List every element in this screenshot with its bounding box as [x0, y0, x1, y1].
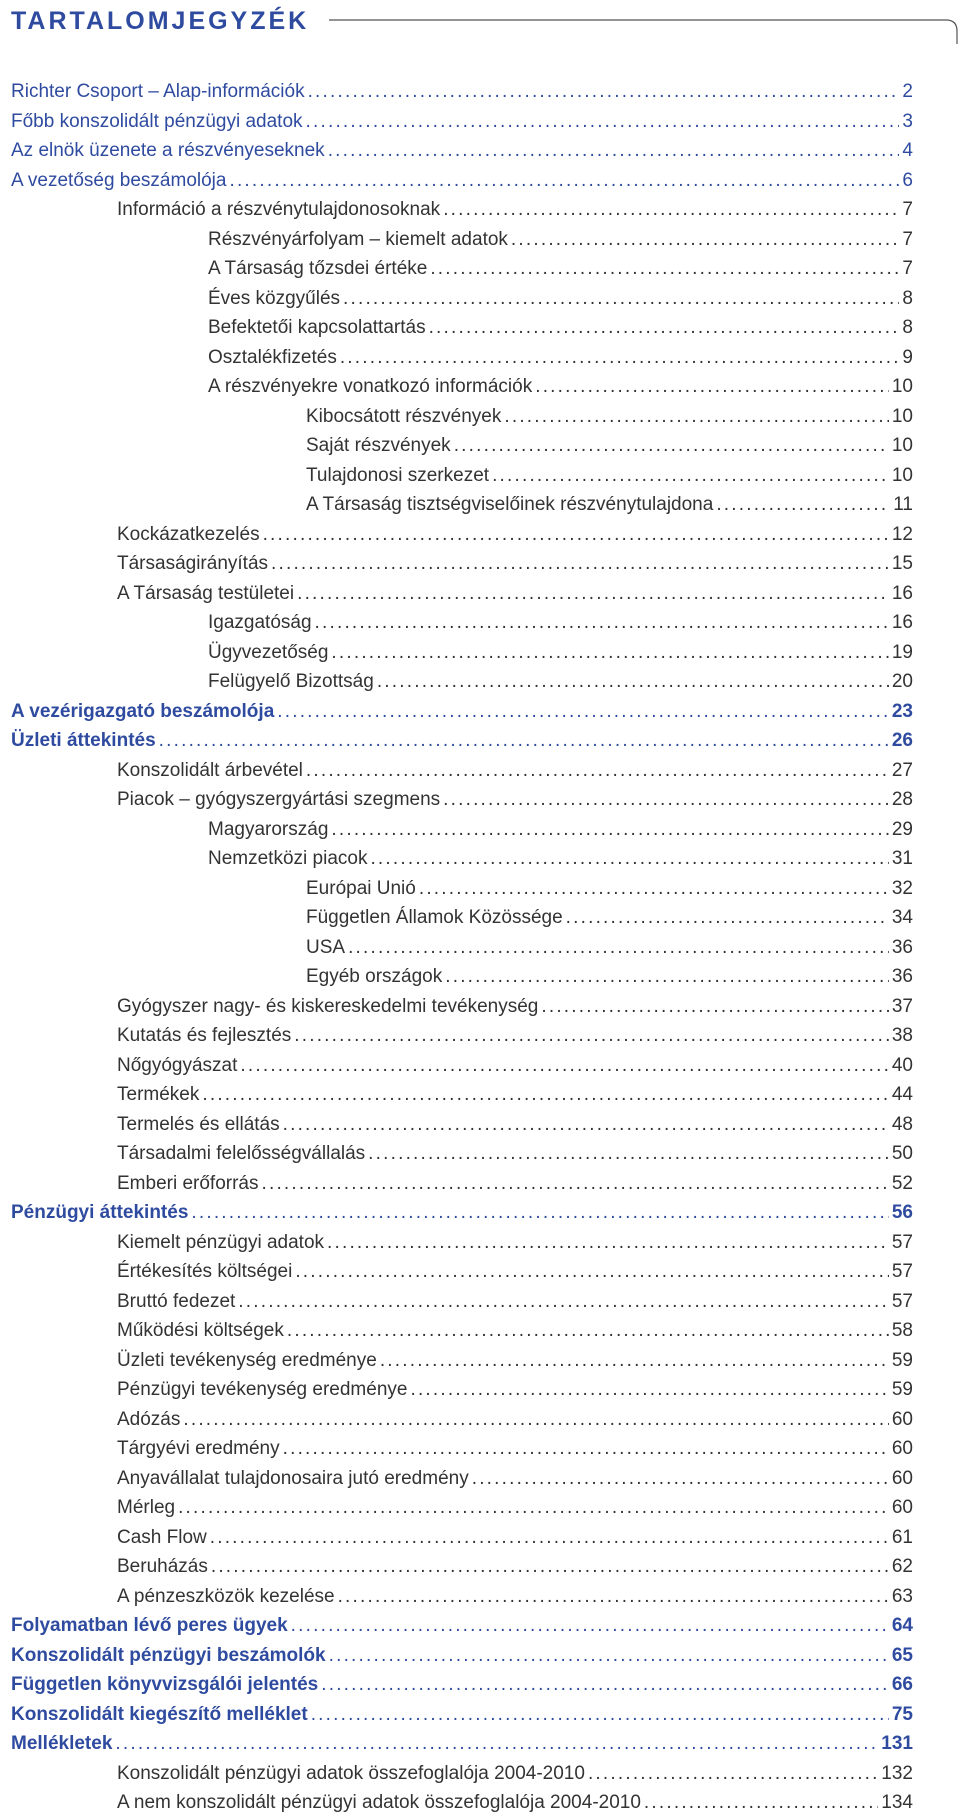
toc-entry-page-number: 34 — [891, 907, 913, 928]
toc-entry[interactable] — [0, 638, 960, 668]
toc-dot-leader — [315, 608, 889, 638]
toc-entry-page-number: 40 — [891, 1054, 913, 1076]
toc-entry[interactable] — [0, 1729, 960, 1759]
toc-entry-page-number: 36 — [891, 966, 913, 987]
toc-entry-page-number: 28 — [891, 789, 913, 810]
toc-dot-leader — [511, 225, 900, 255]
toc-entry-label: Független Államok Közössége — [306, 907, 563, 928]
toc-dot-leader — [429, 313, 900, 343]
toc-entry[interactable] — [0, 1759, 960, 1789]
toc-entry[interactable] — [0, 1670, 960, 1700]
toc-dot-leader — [283, 1110, 889, 1140]
toc-entry-label: Főbb konszolidált pénzügyi adatok — [11, 110, 303, 132]
toc-dot-leader — [306, 107, 900, 137]
toc-entry[interactable] — [0, 992, 960, 1022]
toc-entry-page-number: 8 — [902, 287, 913, 309]
toc-entry-page-number: 44 — [891, 1084, 913, 1105]
toc-dot-leader — [297, 579, 889, 609]
toc-entry[interactable] — [0, 195, 960, 225]
toc-dot-leader — [159, 726, 889, 756]
toc-entry-label: A vezérigazgató beszámolója — [11, 700, 275, 722]
toc-dot-leader — [240, 1051, 888, 1081]
toc-dot-leader — [277, 697, 889, 727]
toc-entry-page-number: 37 — [891, 995, 913, 1017]
toc-entry-label: Üzleti áttekintés — [11, 730, 156, 751]
toc-entry[interactable] — [0, 579, 960, 609]
toc-dot-leader — [445, 962, 889, 992]
toc-dot-leader — [211, 1552, 889, 1582]
toc-dot-leader — [370, 844, 888, 874]
toc-entry[interactable] — [0, 431, 960, 461]
toc-entry-page-number: 48 — [891, 1113, 913, 1135]
toc-entry-page-number: 2 — [902, 81, 913, 102]
toc-entry-label: Osztalékfizetés — [208, 346, 337, 368]
toc-dot-leader — [238, 1287, 889, 1317]
toc-entry[interactable] — [0, 520, 960, 550]
toc-dot-leader — [291, 1611, 889, 1641]
toc-dot-leader — [329, 1641, 889, 1671]
toc-entry-page-number: 60 — [891, 1438, 913, 1459]
toc-entry-page-number: 62 — [891, 1556, 913, 1577]
toc-entry-page-number: 36 — [891, 936, 913, 958]
toc-entry[interactable] — [0, 1316, 960, 1346]
toc-entry[interactable] — [0, 1611, 960, 1641]
toc-entry[interactable] — [0, 77, 960, 107]
toc-dot-leader — [588, 1759, 878, 1789]
toc-entry-page-number: 64 — [891, 1615, 913, 1636]
toc-entry-page-number: 9 — [902, 346, 913, 368]
toc-entry-label: Termelés és ellátás — [117, 1113, 280, 1135]
toc-entry-label: Független könyvvizsgálói jelentés — [11, 1674, 319, 1695]
toc-entry-label: Befektetői kapcsolattartás — [208, 317, 426, 338]
toc-entry-label: Konszolidált pénzügyi adatok összefoglalója 2004-2010 — [117, 1762, 585, 1784]
toc-entry-label: Tárgyévi eredmény — [117, 1438, 280, 1459]
toc-entry-page-number: 60 — [891, 1467, 913, 1489]
toc-dot-leader — [492, 461, 889, 491]
toc-entry-label: Társadalmi felelősségvállalás — [117, 1143, 366, 1164]
toc-entry-label: Kiemelt pénzügyi adatok — [117, 1231, 325, 1253]
toc-entry-label: Emberi erőforrás — [117, 1172, 259, 1194]
toc-entry-label: Kockázatkezelés — [117, 523, 260, 545]
toc-entry-label: Beruházás — [117, 1556, 208, 1577]
toc-dot-leader — [331, 815, 888, 845]
toc-dot-leader — [327, 1228, 889, 1258]
toc-entry-label: Értékesítés költségei — [117, 1261, 293, 1282]
toc-entry-page-number: 50 — [891, 1143, 913, 1164]
toc-entry-page-number: 59 — [891, 1349, 913, 1371]
toc-entry-label: Társaságirányítás — [117, 553, 269, 574]
toc-entry-label: Anyavállalat tulajdonosaira jutó eredmény — [117, 1467, 469, 1489]
toc-entry[interactable] — [0, 785, 960, 815]
toc-dot-leader — [644, 1788, 878, 1818]
toc-dot-leader — [115, 1729, 878, 1759]
toc-entry-page-number: 29 — [891, 818, 913, 840]
toc-dot-leader — [202, 1080, 889, 1110]
toc-entry[interactable] — [0, 343, 960, 373]
toc-entry[interactable] — [0, 844, 960, 874]
toc-entry-label: Bruttó fedezet — [117, 1290, 236, 1312]
toc-entry-label: A pénzeszközök kezelése — [117, 1585, 335, 1607]
toc-entry[interactable] — [0, 1434, 960, 1464]
toc-entry-page-number: 15 — [891, 553, 913, 574]
toc-dot-leader — [183, 1405, 888, 1435]
toc-entry[interactable] — [0, 107, 960, 137]
toc-entry-page-number: 16 — [891, 612, 913, 633]
toc-entry[interactable] — [0, 1287, 960, 1317]
toc-entry-label: Igazgatóság — [208, 612, 312, 633]
toc-entry-page-number: 10 — [891, 435, 913, 456]
toc-dot-leader — [328, 136, 900, 166]
table-of-contents — [0, 77, 960, 1818]
toc-entry[interactable] — [0, 1080, 960, 1110]
toc-entry-label: Adózás — [117, 1408, 181, 1430]
toc-entry-label: Mellékletek — [11, 1733, 113, 1754]
toc-entry-page-number: 52 — [891, 1172, 913, 1194]
toc-dot-leader — [263, 520, 889, 550]
toc-entry[interactable] — [0, 1493, 960, 1523]
toc-entry-page-number: 11 — [893, 494, 913, 515]
toc-dot-leader — [331, 638, 888, 668]
toc-entry-label: Tulajdonosi szerkezet — [306, 464, 490, 486]
toc-entry-label: Magyarország — [208, 818, 329, 840]
toc-entry[interactable] — [0, 667, 960, 697]
toc-entry[interactable] — [0, 1346, 960, 1376]
toc-dot-leader — [566, 903, 889, 933]
toc-entry-page-number: 131 — [881, 1733, 913, 1754]
toc-entry[interactable] — [0, 1405, 960, 1435]
toc-dot-leader — [295, 1257, 889, 1287]
toc-dot-leader — [306, 756, 889, 786]
toc-entry-page-number: 16 — [891, 582, 913, 604]
toc-entry-page-number: 10 — [891, 376, 913, 397]
toc-entry[interactable] — [0, 726, 960, 756]
toc-entry[interactable] — [0, 284, 960, 314]
toc-entry-page-number: 60 — [891, 1497, 913, 1518]
toc-entry[interactable] — [0, 313, 960, 343]
toc-dot-leader — [541, 992, 889, 1022]
toc-entry[interactable] — [0, 1021, 960, 1051]
toc-entry[interactable] — [0, 756, 960, 786]
toc-dot-leader — [321, 1670, 889, 1700]
toc-entry[interactable] — [0, 1523, 960, 1553]
toc-dot-leader — [271, 549, 889, 579]
toc-entry-label: USA — [306, 936, 346, 958]
toc-entry-page-number: 19 — [891, 641, 913, 663]
toc-dot-leader — [443, 785, 889, 815]
toc-entry-label: Konszolidált pénzügyi beszámolók — [11, 1644, 326, 1666]
toc-entry[interactable] — [0, 1700, 960, 1730]
toc-entry-label: Gyógyszer nagy- és kiskereskedelmi tevékenység — [117, 995, 539, 1017]
toc-entry[interactable] — [0, 372, 960, 402]
toc-entry[interactable] — [0, 1375, 960, 1405]
toc-entry-label: Egyéb országok — [306, 966, 443, 987]
toc-entry-page-number: 3 — [902, 110, 913, 132]
toc-entry-label: Működési költségek — [117, 1320, 284, 1341]
toc-entry-page-number: 10 — [891, 464, 913, 486]
toc-entry-page-number: 57 — [891, 1261, 913, 1282]
toc-entry[interactable] — [0, 1257, 960, 1287]
toc-entry[interactable] — [0, 1464, 960, 1494]
toc-entry[interactable] — [0, 815, 960, 845]
toc-dot-leader — [380, 1346, 889, 1376]
toc-entry-page-number: 7 — [902, 228, 913, 250]
toc-entry-page-number: 66 — [891, 1674, 913, 1695]
toc-entry-label: Európai Unió — [306, 877, 416, 899]
toc-dot-leader — [210, 1523, 889, 1553]
toc-entry-label: Üzleti tevékenység eredménye — [117, 1349, 377, 1371]
toc-entry[interactable] — [0, 166, 960, 196]
toc-entry-label: Konszolidált árbevétel — [117, 759, 303, 781]
toc-entry-page-number: 6 — [902, 169, 913, 191]
toc-entry-label: Cash Flow — [117, 1526, 207, 1548]
toc-dot-leader — [368, 1139, 889, 1169]
toc-entry-page-number: 7 — [902, 199, 913, 220]
toc-dot-leader — [283, 1434, 889, 1464]
toc-entry-page-number: 56 — [891, 1202, 913, 1223]
toc-entry-label: Ügyvezetőség — [208, 641, 329, 663]
toc-entry-page-number: 26 — [891, 730, 913, 751]
toc-dot-leader — [191, 1198, 888, 1228]
toc-dot-leader — [229, 166, 899, 196]
toc-entry[interactable] — [0, 1169, 960, 1199]
toc-dot-leader — [338, 1582, 889, 1612]
toc-dot-leader — [348, 933, 889, 963]
toc-entry-page-number: 60 — [891, 1408, 913, 1430]
toc-entry-label: A Társaság testületei — [117, 582, 295, 604]
toc-dot-leader — [294, 1021, 889, 1051]
toc-entry-label: A Társaság tisztségviselőinek részvénytulajdona — [306, 494, 714, 515]
toc-entry-label: A részvényekre vonatkozó információk — [208, 376, 533, 397]
toc-entry-label: Richter Csoport – Alap-információk — [11, 81, 305, 102]
toc-entry-label: Nemzetközi piacok — [208, 848, 368, 869]
toc-entry-page-number: 12 — [891, 523, 913, 545]
toc-entry-page-number: 59 — [891, 1379, 913, 1400]
toc-dot-leader — [377, 667, 889, 697]
toc-entry[interactable] — [0, 402, 960, 432]
toc-entry[interactable] — [0, 1641, 960, 1671]
toc-entry-label: Az elnök üzenete a részvényeseknek — [11, 140, 325, 161]
toc-entry-page-number: 38 — [891, 1025, 913, 1046]
toc-dot-leader — [454, 431, 889, 461]
toc-entry[interactable] — [0, 549, 960, 579]
toc-entry-label: Folyamatban lévő peres ügyek — [11, 1615, 288, 1636]
toc-dot-leader — [178, 1493, 889, 1523]
toc-entry-page-number: 134 — [881, 1792, 913, 1813]
toc-entry-label: Felügyelő Bizottság — [208, 671, 374, 692]
toc-entry-label: Nőgyógyászat — [117, 1054, 238, 1076]
toc-entry[interactable] — [0, 903, 960, 933]
toc-dot-leader — [535, 372, 889, 402]
toc-entry-page-number: 57 — [891, 1290, 913, 1312]
toc-entry-label: Éves közgyűlés — [208, 287, 341, 309]
toc-entry[interactable] — [0, 1051, 960, 1081]
toc-entry[interactable] — [0, 490, 960, 520]
toc-entry-page-number: 20 — [891, 671, 913, 692]
toc-entry-label: A vezetőség beszámolója — [11, 169, 227, 191]
toc-entry-label: A nem konszolidált pénzügyi adatok összefoglalója 2004-2010 — [117, 1792, 641, 1813]
toc-entry[interactable] — [0, 461, 960, 491]
toc-entry-label: Pénzügyi áttekintés — [11, 1202, 189, 1223]
toc-entry-label: Konszolidált kiegészítő melléklet — [11, 1703, 308, 1725]
toc-entry[interactable] — [0, 1552, 960, 1582]
toc-entry[interactable] — [0, 874, 960, 904]
toc-dot-leader — [340, 343, 900, 373]
toc-entry-page-number: 61 — [891, 1526, 913, 1548]
toc-entry[interactable] — [0, 225, 960, 255]
toc-entry-page-number: 58 — [891, 1320, 913, 1341]
toc-entry-page-number: 23 — [891, 700, 913, 722]
toc-dot-leader — [287, 1316, 889, 1346]
toc-entry-label: Mérleg — [117, 1497, 176, 1518]
toc-dot-leader — [716, 490, 890, 520]
toc-entry-page-number: 27 — [891, 759, 913, 781]
toc-dot-leader — [504, 402, 888, 432]
toc-dot-leader — [472, 1464, 889, 1494]
toc-dot-leader — [262, 1169, 889, 1199]
toc-entry-label: Kutatás és fejlesztés — [117, 1025, 292, 1046]
toc-entry[interactable] — [0, 1110, 960, 1140]
toc-entry[interactable] — [0, 697, 960, 727]
toc-entry-label: Termékek — [117, 1084, 200, 1105]
page-title: TARTALOMJEGYZÉK — [11, 7, 310, 35]
toc-entry-label: A Társaság tőzsdei értéke — [208, 258, 428, 279]
toc-entry[interactable] — [0, 1788, 960, 1818]
toc-entry[interactable] — [0, 1139, 960, 1169]
toc-entry-label: Részvényárfolyam – kiemelt adatok — [208, 228, 508, 250]
toc-entry-page-number: 65 — [891, 1644, 913, 1666]
toc-dot-leader — [311, 1700, 889, 1730]
toc-entry-page-number: 32 — [891, 877, 913, 899]
toc-entry-page-number: 7 — [902, 258, 913, 279]
toc-entry-label: Saját részvények — [306, 435, 451, 456]
toc-dot-leader — [443, 195, 899, 225]
toc-entry-page-number: 4 — [902, 140, 913, 161]
toc-entry-page-number: 8 — [902, 317, 913, 338]
toc-dot-leader — [410, 1375, 888, 1405]
toc-entry-label: Piacok – gyógyszergyártási szegmens — [117, 789, 441, 810]
toc-entry[interactable] — [0, 136, 960, 166]
toc-dot-leader — [308, 77, 900, 107]
toc-entry-page-number: 75 — [891, 1703, 913, 1725]
toc-dot-leader — [419, 874, 889, 904]
toc-entry-page-number: 63 — [891, 1585, 913, 1607]
toc-entry-page-number: 31 — [891, 848, 913, 869]
toc-entry-page-number: 10 — [891, 405, 913, 427]
toc-entry[interactable] — [0, 1198, 960, 1228]
toc-entry[interactable] — [0, 962, 960, 992]
toc-entry-page-number: 132 — [881, 1762, 913, 1784]
toc-entry[interactable] — [0, 933, 960, 963]
toc-entry-label: Kibocsátott részvények — [306, 405, 502, 427]
toc-entry-label: Információ a részvénytulajdonosoknak — [117, 199, 441, 220]
toc-entry[interactable] — [0, 254, 960, 284]
toc-entry[interactable] — [0, 1582, 960, 1612]
toc-entry[interactable] — [0, 1228, 960, 1258]
toc-entry-label: Pénzügyi tevékenység eredménye — [117, 1379, 408, 1400]
toc-dot-leader — [343, 284, 899, 314]
toc-entry-page-number: 57 — [891, 1231, 913, 1253]
toc-entry[interactable] — [0, 608, 960, 638]
toc-header — [11, 0, 960, 44]
toc-dot-leader — [430, 254, 899, 284]
